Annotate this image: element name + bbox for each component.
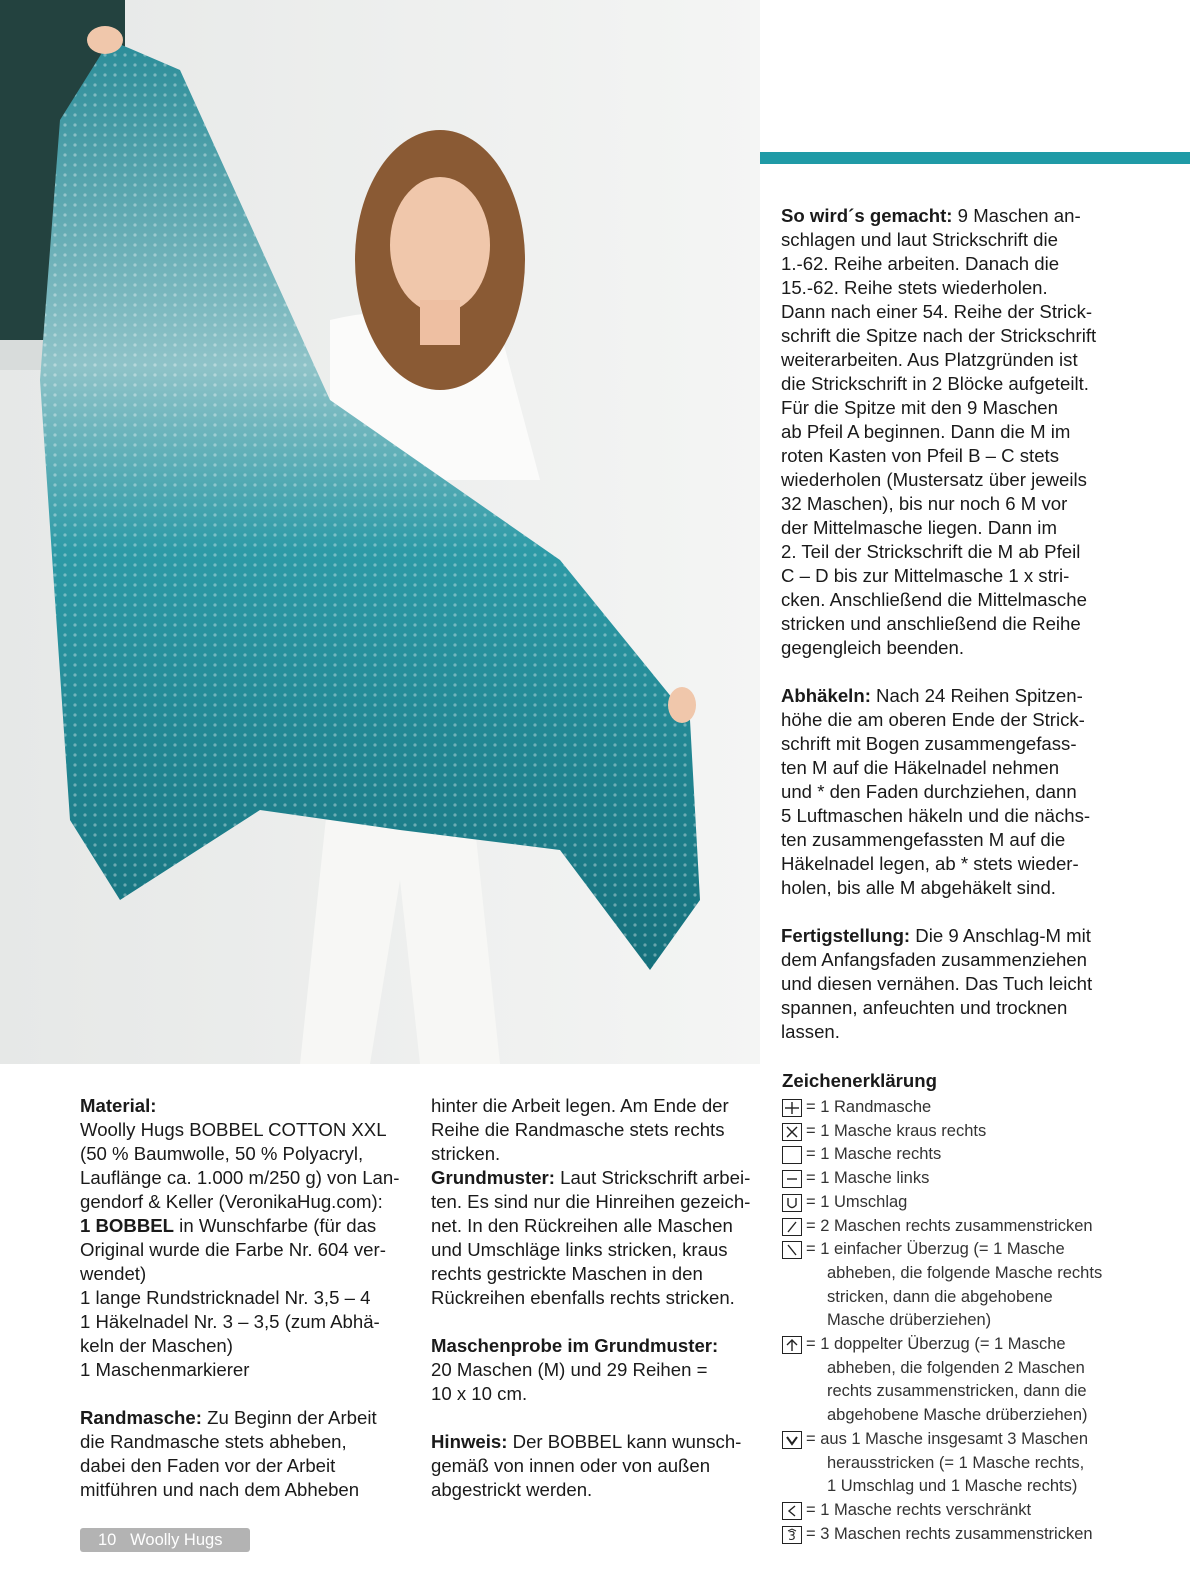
empty-box-icon <box>782 1146 802 1164</box>
legend-item <box>782 1523 1182 1547</box>
legend-item-text: = 1 Masche rechts verschränkt <box>806 1500 1032 1519</box>
page-footer <box>80 1528 250 1552</box>
legend-item-text: = aus 1 Masche insgesamt 3 Maschen <box>806 1429 1089 1448</box>
legend-item-text: = 2 Maschen rechts zusammenstricken <box>806 1216 1093 1235</box>
bobbel-amount: 1 BOBBEL <box>80 1215 175 1236</box>
legend-item-continuation: abgehobene Masche drüberziehen) <box>827 1406 1088 1425</box>
legend-item-continuation: abheben, die folgende Masche rechts <box>827 1263 1103 1282</box>
v-icon <box>782 1431 802 1449</box>
fertigstellung-paragraph: Fertigstellung: Die 9 Anschlag-M mit dem Anfangsfaden zusammenziehen und diesen vernähen. Das Tuch leicht spannen, anfeuchten und trocknen lassen. <box>781 925 1093 1042</box>
x-icon <box>782 1123 802 1141</box>
grundmuster-paragraph: Grundmuster: Laut Strickschrift arbei- ten. Es sind nur die Hinreihen gezeich- net. In den Rückreihen alle Maschen und Umschläge links stricken, kraus rechts gestrickte Maschen in den Rückreihen ebenfalls rechts stricken. <box>431 1167 751 1308</box>
magazine-name: Woolly Hugs <box>130 1531 223 1549</box>
randmasche-continued: hinter die Arbeit legen. Am Ende der Reihe die Randmasche stets rechts stricken. <box>431 1095 729 1164</box>
legend-item-continuation: 1 Umschlag und 1 Masche rechts) <box>827 1477 1078 1496</box>
legend-title: Zeichenerklärung <box>782 1070 937 1091</box>
randmasche-heading: Randmasche: <box>80 1407 202 1428</box>
legend-item-text: = 1 einfacher Überzug (= 1 Masche <box>806 1240 1065 1259</box>
plus-icon <box>782 1099 802 1117</box>
fertigstellung-heading: Fertigstellung: <box>781 925 911 946</box>
legend-item-text: = 1 Masche rechts <box>806 1145 942 1164</box>
legend-item <box>782 1191 1182 1215</box>
dash-icon <box>782 1170 802 1188</box>
legend-item <box>782 1143 1182 1167</box>
page-number: 10 <box>98 1531 117 1549</box>
intro-paragraph: So wird´s gemacht: 9 Maschen an- schlagen und laut Strickschrift die 1.-62. Reihe arbeiten. Danach die 15.-62. Reihe stets wiederholen. Dann nach einer 54. Reihe der Strick- schrift die Spitze nach der Strickschrift weiterarbeiten. Aus Platzgründen ist die Strickschrift in 2 Blöcke aufgeteilt. Für die Spitze mit den 9 Maschen ab Pfeil A beginnen. Dann die M im roten Kasten von Pfeil B – C stets wiederholen (Mustersatz über jeweils 32 Maschen), bis nur noch 6 M vor der Mittelmasche liegen. Dann im 2. Teil der Strickschrift die M ab Pfeil C – D bis zur Mittelmasche 1 x stri- cken. Anschließend die Mittelmasche stricken und anschließend die Reihe gegengleich beenden. <box>781 205 1097 658</box>
legend-item <box>782 1499 1182 1523</box>
accent-bar <box>760 152 1190 164</box>
legend-item-continuation: Masche drüberziehen) <box>827 1311 992 1330</box>
symbol-legend <box>782 1070 1182 1546</box>
legend-item-text: = 1 Umschlag <box>806 1192 908 1211</box>
svg-text:3: 3 <box>788 1528 796 1542</box>
intro-heading: So wird´s gemacht: <box>781 205 953 226</box>
shawl-illustration <box>0 0 760 1064</box>
legend-item <box>782 1096 1182 1120</box>
backslash-icon <box>782 1241 802 1259</box>
legend-item-text: = 3 Maschen rechts zusammenstricken <box>806 1524 1093 1543</box>
legend-item-text: = 1 doppelter Überzug (= 1 Masche <box>806 1335 1066 1354</box>
u-icon <box>782 1194 802 1212</box>
legend-rows <box>782 1096 1182 1546</box>
slash-icon <box>782 1218 802 1236</box>
abhaekeln-heading: Abhäkeln: <box>781 685 871 706</box>
up-arrow-icon <box>782 1336 802 1354</box>
material-column <box>80 1094 408 1502</box>
abhaekeln-paragraph: Abhäkeln: Nach 24 Reihen Spitzen- höhe die am oberen Ende der Strick- schrift mit Bogen zusammengefass- ten M auf die Häkelnadel nehmen und * den Faden durchziehen, dann 5 Luftmaschen häkeln und die nächs- ten zusammengefassten M auf die Häkelnadel legen, ab * stets wieder- holen, bis alle M abgehäkelt sind. <box>781 685 1091 898</box>
hinweis-heading: Hinweis: <box>431 1431 508 1452</box>
shawl-photo <box>0 0 760 1064</box>
material-heading: Material: <box>80 1095 157 1116</box>
legend-item <box>782 1215 1182 1239</box>
legend-item <box>782 1333 1182 1357</box>
legend-item-continuation: herausstricken (= 1 Masche rechts, <box>827 1453 1085 1472</box>
legend-item <box>782 1120 1182 1144</box>
legend-item <box>782 1428 1182 1452</box>
less-than-icon <box>782 1502 802 1520</box>
legend-item <box>782 1238 1182 1262</box>
legend-item-continuation: abheben, die folgenden 2 Maschen <box>827 1358 1085 1377</box>
legend-item-continuation: rechts zusammenstricken, dann die <box>827 1382 1087 1401</box>
randmasche-paragraph: Randmasche: Zu Beginn der Arbeit die Randmasche stets abheben, dabei den Faden vor der Arbeit mitführen und nach dem Abheben <box>80 1407 377 1500</box>
legend-item-text: = 1 Randmasche <box>806 1098 932 1116</box>
legend-item-text: = 1 Masche links <box>806 1169 930 1188</box>
legend-item-text: = 1 Masche kraus rechts <box>806 1121 987 1140</box>
maschenprobe-heading: Maschenprobe im Grundmuster: <box>431 1335 719 1356</box>
material-paragraph: Material: Woolly Hugs BOBBEL COTTON XXL (50 % Baumwolle, 50 % Polyacryl, Lauflänge ca. 1.000 m/250 g) von Lan- gendorf & Keller (VeronikaHug.com): 1 BOBBEL in Wunschfarbe (für das Original wurde die Farbe Nr. 604 ver- wendet) 1 lange Rundstricknadel Nr. 3,5 – 4 1 Häkelnadel Nr. 3 – 3,5 (zum Abhä- keln der Maschen) 1 Maschenmarkierer <box>80 1095 400 1380</box>
maschenprobe-paragraph: Maschenprobe im Grundmuster: 20 Maschen (M) und 29 Reihen = 10 x 10 cm. <box>431 1335 719 1404</box>
legend-item-continuation: stricken, dann die abgehobene <box>827 1287 1053 1306</box>
hinweis-paragraph: Hinweis: Der BOBBEL kann wunsch- gemäß von innen oder von außen abgestrickt werden. <box>431 1431 742 1500</box>
instructions-column <box>781 204 1111 1044</box>
three-icon <box>782 1526 802 1544</box>
legend-item <box>782 1167 1182 1191</box>
grundmuster-heading: Grundmuster: <box>431 1167 555 1188</box>
pattern-column <box>431 1094 761 1502</box>
